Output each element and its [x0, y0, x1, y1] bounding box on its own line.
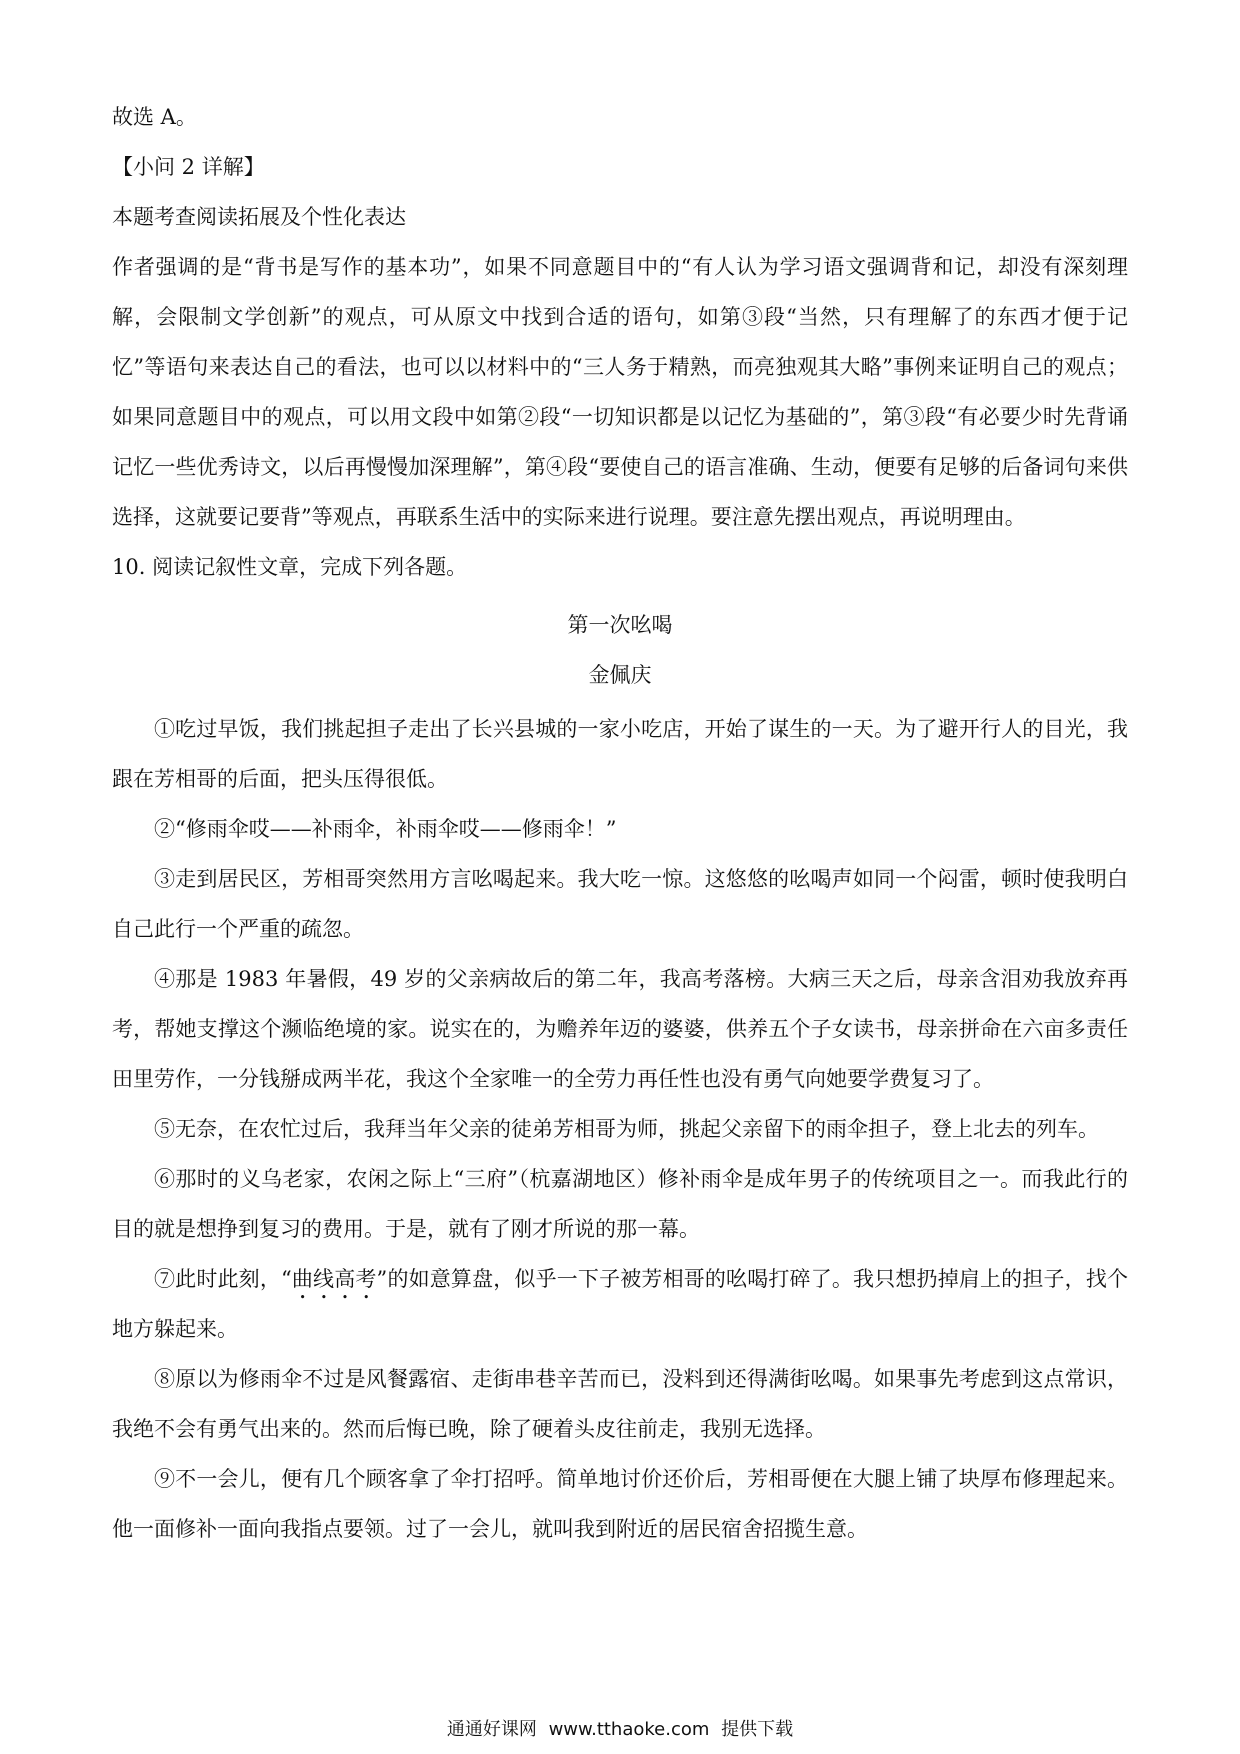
article-paragraph-2: ②“修雨伞哎——补雨伞，补雨伞哎——修雨伞！”	[154, 817, 617, 841]
page-footer	[0, 1718, 1240, 1742]
section-intro: 本题考查阅读拓展及个性化表达	[112, 205, 406, 229]
section-heading: 【小问 2 详解】	[112, 155, 265, 179]
article-paragraph-1: ①吃过早饭，我们挑起担子走出了长兴县城的一家小吃店，开始了谋生的一天。为了避开行人的目光，我跟在芳相哥的后面，把头压得很低。	[112, 717, 1128, 791]
footer-brand: 通通好课网	[446, 1719, 537, 1740]
article-paragraph-4: ④那是 1983 年暑假，49 岁的父亲病故后的第二年，我高考落榜。大病三天之后，母亲含泪劝我放弃再考，帮她支撑这个濒临绝境的家。说实在的，为赡养年迈的婆婆，供养五个子女读书，母亲拼命在六亩多责任田里劳作，一分钱掰成两半花，我这个全家唯一的全劳力再任性也没有勇气向她要学费复习了。	[112, 967, 1128, 1091]
question-prompt: 10. 阅读记叙性文章，完成下列各题。	[112, 555, 468, 579]
analysis-paragraph: 作者强调的是“背书是写作的基本功”，如果不同意题目中的“有人认为学习语文强调背和记，却没有深刻理解，会限制文学创新”的观点，可从原文中找到合适的语句，如第③段“当然，只有理解了的东西才便于记忆”等语句来表达自己的看法，也可以以材料中的“三人务于精熟，而亮独观其大略”事例来证明自己的观点；如果同意题目中的观点，可以用文段中如第②段“一切知识都是以记忆为基础的”，第③段“有必要少时先背诵记忆一些优秀诗文，以后再慢慢加深理解”，第④段“要使自己的语言准确、生动，便要有足够的后备词句来供选择，这就要记要背”等观点，再联系生活中的实际来进行说理。要注意先摆出观点，再说明理由。	[112, 255, 1128, 529]
article-body	[112, 704, 1128, 1554]
article-paragraph-5: ⑤无奈，在农忙过后，我拜当年父亲的徒弟芳相哥为师，挑起父亲留下的雨伞担子，登上北去的列车。	[154, 1117, 1099, 1141]
article-paragraph-3: ③走到居民区，芳相哥突然用方言吆喝起来。我大吃一惊。这悠悠的吆喝声如同一个闷雷，顿时使我明白自己此行一个严重的疏忽。	[112, 867, 1128, 941]
article-paragraph-8: ⑧原以为修雨伞不过是风餐露宿、走街串巷辛苦而已，没料到还得满街吆喝。如果事先考虑到这点常识，我绝不会有勇气出来的。然而后悔已晚，除了硬着头皮往前走，我别无选择。	[112, 1367, 1128, 1441]
article-paragraph-7-end: ”的如意算盘，似乎一下子被芳相哥的吆喝打碎了。我只想扔掉肩上的担子，找个地方躲起来。	[112, 1267, 1128, 1341]
document-content	[112, 92, 1128, 1554]
article-title: 第一次吆喝	[567, 613, 673, 637]
footer-suffix: 提供下载	[721, 1719, 794, 1740]
article-author: 金佩庆	[588, 663, 652, 687]
article-paragraph-7	[112, 1254, 1128, 1354]
answer-text: 故选 A。	[112, 105, 197, 129]
emphasized-phrase: 曲线高考	[291, 1267, 377, 1291]
article-paragraph-7-start: ⑦此时此刻，“	[154, 1267, 292, 1291]
article-paragraph-9: ⑨不一会儿，便有几个顾客拿了伞打招呼。简单地讨价还价后，芳相哥便在大腿上铺了块厚布修理起来。他一面修补一面向我指点要领。过了一会儿，就叫我到附近的居民宿舍招揽生意。	[112, 1467, 1128, 1541]
footer-url[interactable]: www.tthaoke.com	[548, 1719, 710, 1740]
article-paragraph-6: ⑥那时的义乌老家，农闲之际上“三府”（杭嘉湖地区）修补雨伞是成年男子的传统项目之一。而我此行的目的就是想挣到复习的费用。于是，就有了刚才所说的那一幕。	[112, 1167, 1128, 1241]
